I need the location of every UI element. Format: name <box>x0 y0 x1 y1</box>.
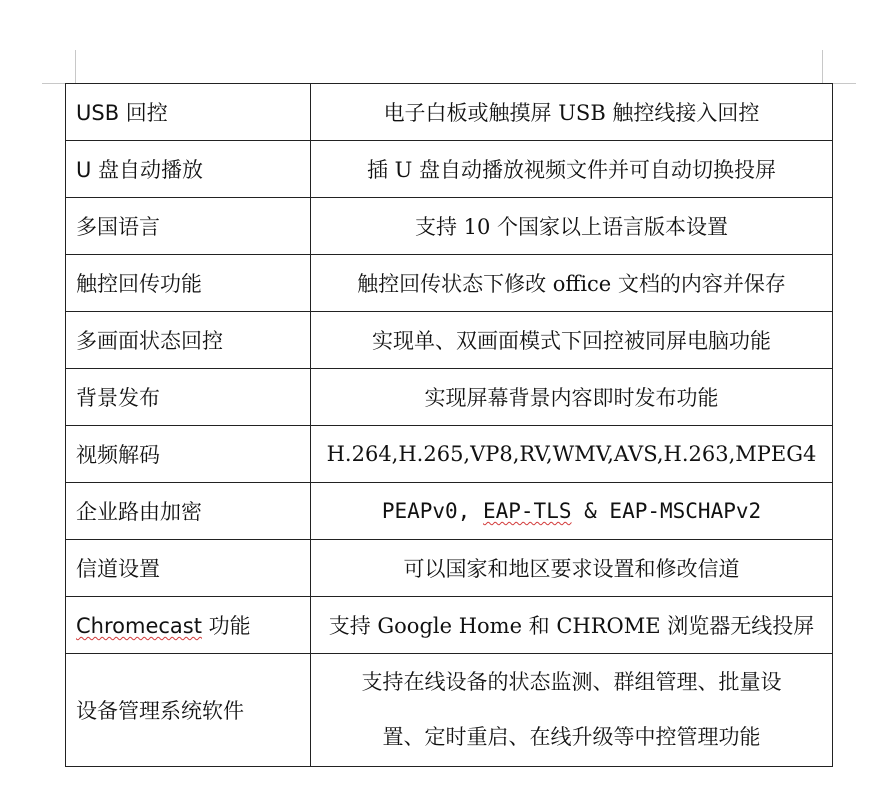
spellcheck-underlined-text: Chromecast <box>76 614 202 638</box>
table-row <box>66 312 833 369</box>
feature-part: 功能 <box>201 614 251 638</box>
description-part: PEAPv0, <box>381 499 483 523</box>
description-line: 支持在线设备的状态监测、群组管理、批量设 <box>361 670 782 694</box>
description-cell <box>311 483 833 540</box>
feature-cell: U 盘自动播放 <box>66 141 311 198</box>
description-cell: H.264,H.265,VP8,RV,WMV,AVS,H.263,MPEG4 <box>311 426 833 483</box>
feature-cell: 背景发布 <box>66 369 311 426</box>
table-row <box>66 141 833 198</box>
feature-cell: 视频解码 <box>66 426 311 483</box>
feature-cell: 触控回传功能 <box>66 255 311 312</box>
feature-cell: USB 回控 <box>66 84 311 141</box>
table-row <box>66 84 833 141</box>
spellcheck-underlined-text: EAP-TLS <box>482 499 572 523</box>
table-row <box>66 198 833 255</box>
crop-mark-top-left-vertical <box>75 50 76 83</box>
table-row <box>66 255 833 312</box>
description-cell: 支持 10 个国家以上语言版本设置 <box>311 198 833 255</box>
feature-cell: 设备管理系统软件 <box>66 654 311 767</box>
feature-cell: 信道设置 <box>66 540 311 597</box>
description-part: & EAP-MSCHAPv2 <box>571 499 762 523</box>
description-cell: 实现单、双画面模式下回控被同屏电脑功能 <box>311 312 833 369</box>
table-row <box>66 369 833 426</box>
table-row <box>66 654 833 767</box>
table-row <box>66 540 833 597</box>
description-cell: 触控回传状态下修改 office 文档的内容并保存 <box>311 255 833 312</box>
crop-mark-top-right-vertical <box>822 50 823 83</box>
description-cell: 实现屏幕背景内容即时发布功能 <box>311 369 833 426</box>
description-line: 置、定时重启、在线升级等中控管理功能 <box>382 725 761 749</box>
table-row <box>66 597 833 654</box>
feature-cell: 多国语言 <box>66 198 311 255</box>
description-cell: 电子白板或触摸屏 USB 触控线接入回控 <box>311 84 833 141</box>
description-cell: 可以国家和地区要求设置和修改信道 <box>311 540 833 597</box>
feature-cell: 多画面状态回控 <box>66 312 311 369</box>
description-cell: 插 U 盘自动播放视频文件并可自动切换投屏 <box>311 141 833 198</box>
feature-cell <box>66 597 311 654</box>
table-row <box>66 426 833 483</box>
table-row <box>66 483 833 540</box>
description-cell <box>311 654 833 767</box>
feature-cell: 企业路由加密 <box>66 483 311 540</box>
description-cell: 支持 Google Home 和 CHROME 浏览器无线投屏 <box>311 597 833 654</box>
specification-table <box>65 83 833 767</box>
